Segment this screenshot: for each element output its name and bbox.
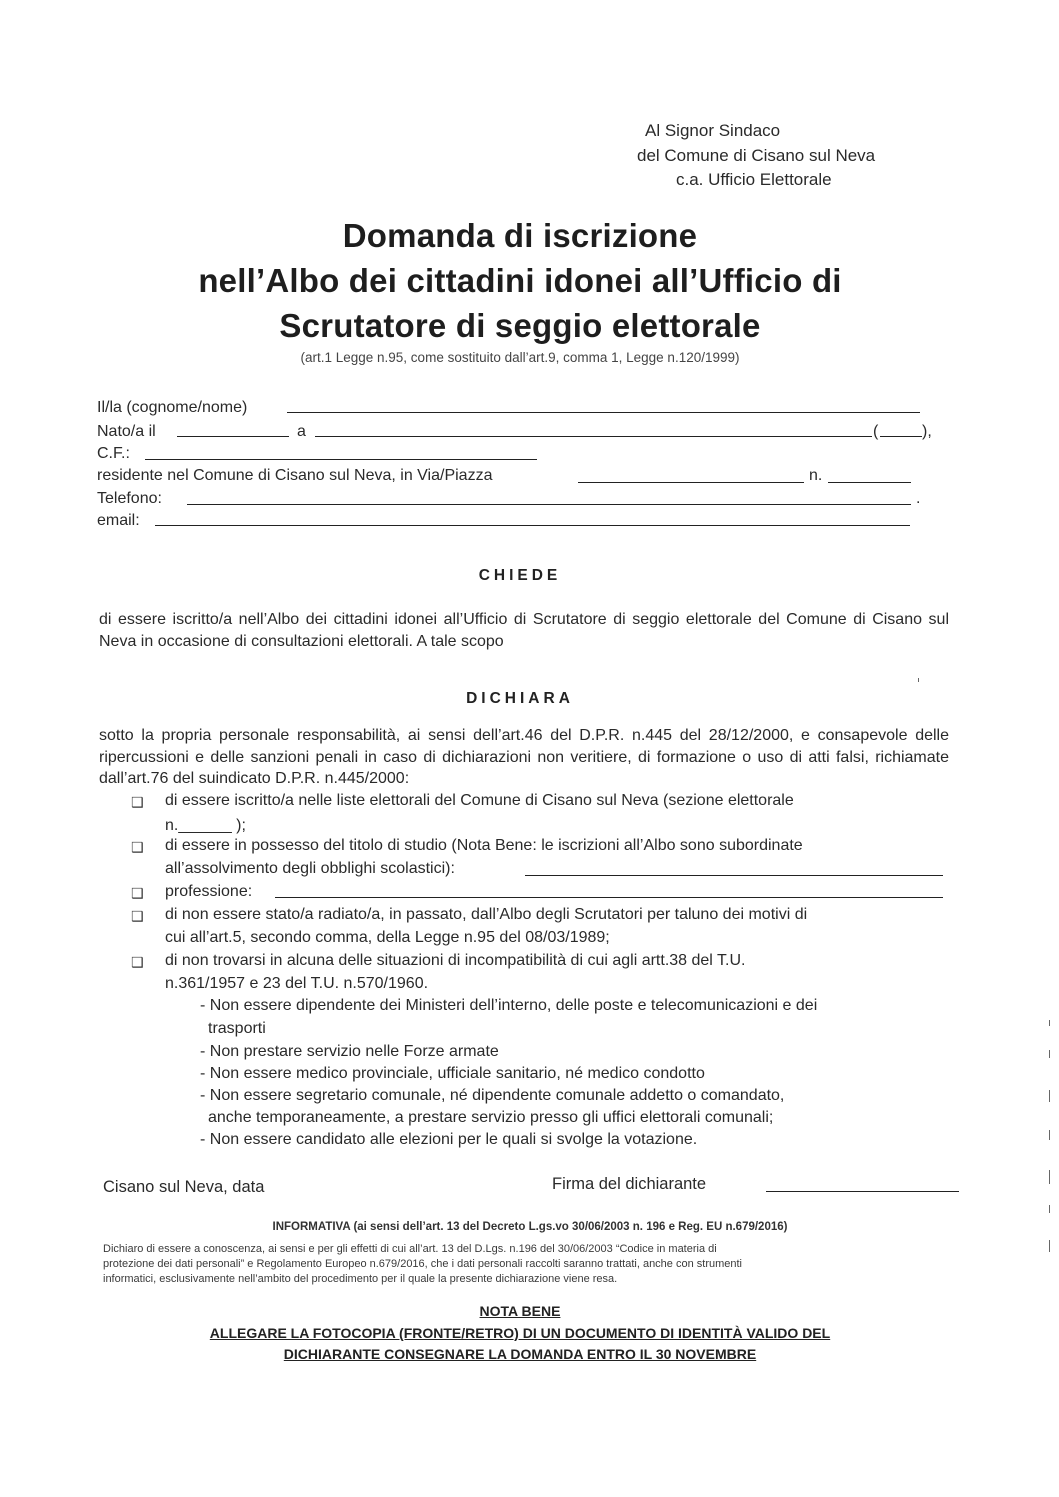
item-1-line-1: di essere iscritto/a nelle liste elettorali del Comune di Cisano sul Neva (sezione elettorale [165,792,794,809]
sub-item-3: - Non essere medico provinciale, ufficiale sanitario, né medico condotto [200,1065,705,1082]
chiede-heading: CHIEDE [478,567,562,584]
item-2-line-1: di essere in possesso del titolo di studio (Nota Bene: le iscrizioni all’Albo sono subordinate [165,837,803,854]
scan-mark [1049,1020,1050,1026]
cf-label: C.F.: [97,445,130,462]
recipient-line-1: Al Signor Sindaco [645,121,781,140]
scan-mark [1049,1090,1050,1102]
profession-input-line[interactable] [275,897,943,898]
title-line-3: Scrutatore di seggio elettorale [279,307,761,344]
nota-bene-line-2: DICHIARANTE CONSEGNARE LA DOMANDA ENTRO IL 30 NOVEMBRE [283,1346,757,1362]
checkbox-item-4[interactable]: ❑ [131,908,144,924]
scan-mark [1049,1205,1050,1213]
checkbox-item-3[interactable]: ❑ [131,885,144,901]
house-number-label: n. [809,467,823,484]
checkbox-item-5[interactable]: ❑ [131,954,144,970]
born-place-input-line[interactable] [315,436,872,437]
scan-mark [918,678,919,682]
residence-label: residente nel Comune di Cisano sul Neva, in Via/Piazza [97,467,493,484]
scan-mark [1049,1050,1050,1058]
chiede-text: di essere iscritto/a nell’Albo dei cittadini idonei all’Ufficio di Scrutatore di seggio elettorale del Comune di Cisano sul Neva in occasione di consultazioni elettorali. A tale scopo [99,611,949,650]
sub-item-2: - Non prestare servizio nelle Forze armate [200,1043,499,1060]
item-5-line-1: di non trovarsi in alcuna delle situazioni di incompatibilità di cui agli artt.38 del T.U. [165,952,746,969]
item-5-line-2: n.361/1957 e 23 del T.U. n.570/1960. [165,975,429,992]
cf-input-line[interactable] [145,459,537,460]
sub-item-4-line-1: - Non essere segretario comunale, né dipendente comunale addetto o comandato, [200,1087,785,1104]
dichiara-intro: sotto la propria personale responsabilità, ai sensi dell’art.46 del D.P.R. n.445 del 28/12/2000, e consapevole delle ripercussioni e delle sanzioni penali in caso di dichiarazioni non veritiere, di formazione o uso di atti falsi, richiamate dall’art.76 del suindicato D.P.R. n.445/2000: [99,727,949,787]
checkbox-item-2[interactable]: ❑ [131,839,144,855]
nota-bene-line-1: ALLEGARE LA FOTOCOPIA (FRONTE/RETRO) DI UN DOCUMENTO DI IDENTITÀ VALIDO DEL [209,1325,831,1341]
sub-item-1-line-2: trasporti [208,1020,266,1037]
law-reference: (art.1 Legge n.95, come sostituito dall’art.9, comma 1, Legge n.120/1999) [300,350,740,365]
province-paren-open: ( [873,423,879,440]
born-date-label: Nato/a il [97,423,156,440]
sub-item-5: - Non essere candidato alle elezioni per le quali si svolge la votazione. [200,1131,698,1148]
name-input-line[interactable] [287,412,920,413]
item-4-line-2: cui all’art.5, secondo comma, della Legge n.95 del 08/03/1989; [165,929,610,946]
province-input-line[interactable] [880,436,922,437]
name-label: Il/la (cognome/nome) [97,399,248,416]
phone-label: Telefono: [97,490,162,507]
title-line-1: Domanda di iscrizione [342,217,698,254]
email-input-line[interactable] [155,525,910,526]
house-number-input-line[interactable] [828,482,911,483]
item-4-line-1: di non essere stato/a radiato/a, in passato, dall’Albo degli Scrutatori per taluno dei motivi di [165,906,808,923]
privacy-line-1: Dichiaro di essere a conoscenza, ai sensi e per gli effetti di cui all’art. 13 del D.Lgs. n.196 del 30/06/2003 “Codice in materia di [103,1243,717,1255]
study-title-input-line[interactable] [525,875,943,876]
dichiara-heading: DICHIARA [466,690,574,707]
phone-input-line[interactable] [187,504,911,505]
item-2-line-2: all’assolvimento degli obblighi scolastici): [165,860,455,877]
recipient-line-3: c.a. Ufficio Elettorale [676,170,832,189]
scan-mark [1049,1130,1050,1140]
residence-input-line[interactable] [578,482,804,483]
checkbox-item-1[interactable]: ❑ [131,794,144,810]
item-1-line-2: n.______ ); [165,817,246,834]
title-line-2: nell’Albo dei cittadini idonei all’Ufficio di [198,262,842,299]
sub-item-4-line-2: anche temporaneamente, a prestare servizio presso gli uffici elettorali comunali; [208,1109,774,1126]
place-date-label: Cisano sul Neva, data [103,1178,265,1196]
sub-item-1-line-1: - Non essere dipendente dei Ministeri dell’interno, delle poste e telecomunicazioni e dei [200,997,818,1014]
scan-mark [1049,1170,1050,1184]
privacy-line-2: protezione dei dati personali” e Regolamento Europeo n.679/2016, che i dati personali raccolti saranno trattati, anche con strumenti [103,1258,742,1270]
privacy-heading: INFORMATIVA (ai sensi dell’art. 13 del Decreto L.gs.vo 30/06/2003 n. 196 e Reg. EU n.679/2016) [272,1221,788,1233]
privacy-line-3: informatici, esclusivamente nell’ambito del procedimento per il quale la presente dichiarazione viene resa. [103,1273,618,1285]
email-label: email: [97,512,140,529]
born-date-input-line[interactable] [177,436,289,437]
recipient-line-2: del Comune di Cisano sul Neva [637,146,876,165]
item-3-line-1: professione: [165,883,253,900]
signature-label: Firma del dichiarante [552,1175,707,1193]
nota-bene-heading: NOTA BENE [479,1303,561,1319]
signature-input-line[interactable] [766,1191,959,1192]
scan-mark [1049,1240,1050,1252]
province-paren-close: ), [922,423,932,440]
born-place-label: a [297,423,306,440]
phone-end-mark: . [916,490,921,507]
